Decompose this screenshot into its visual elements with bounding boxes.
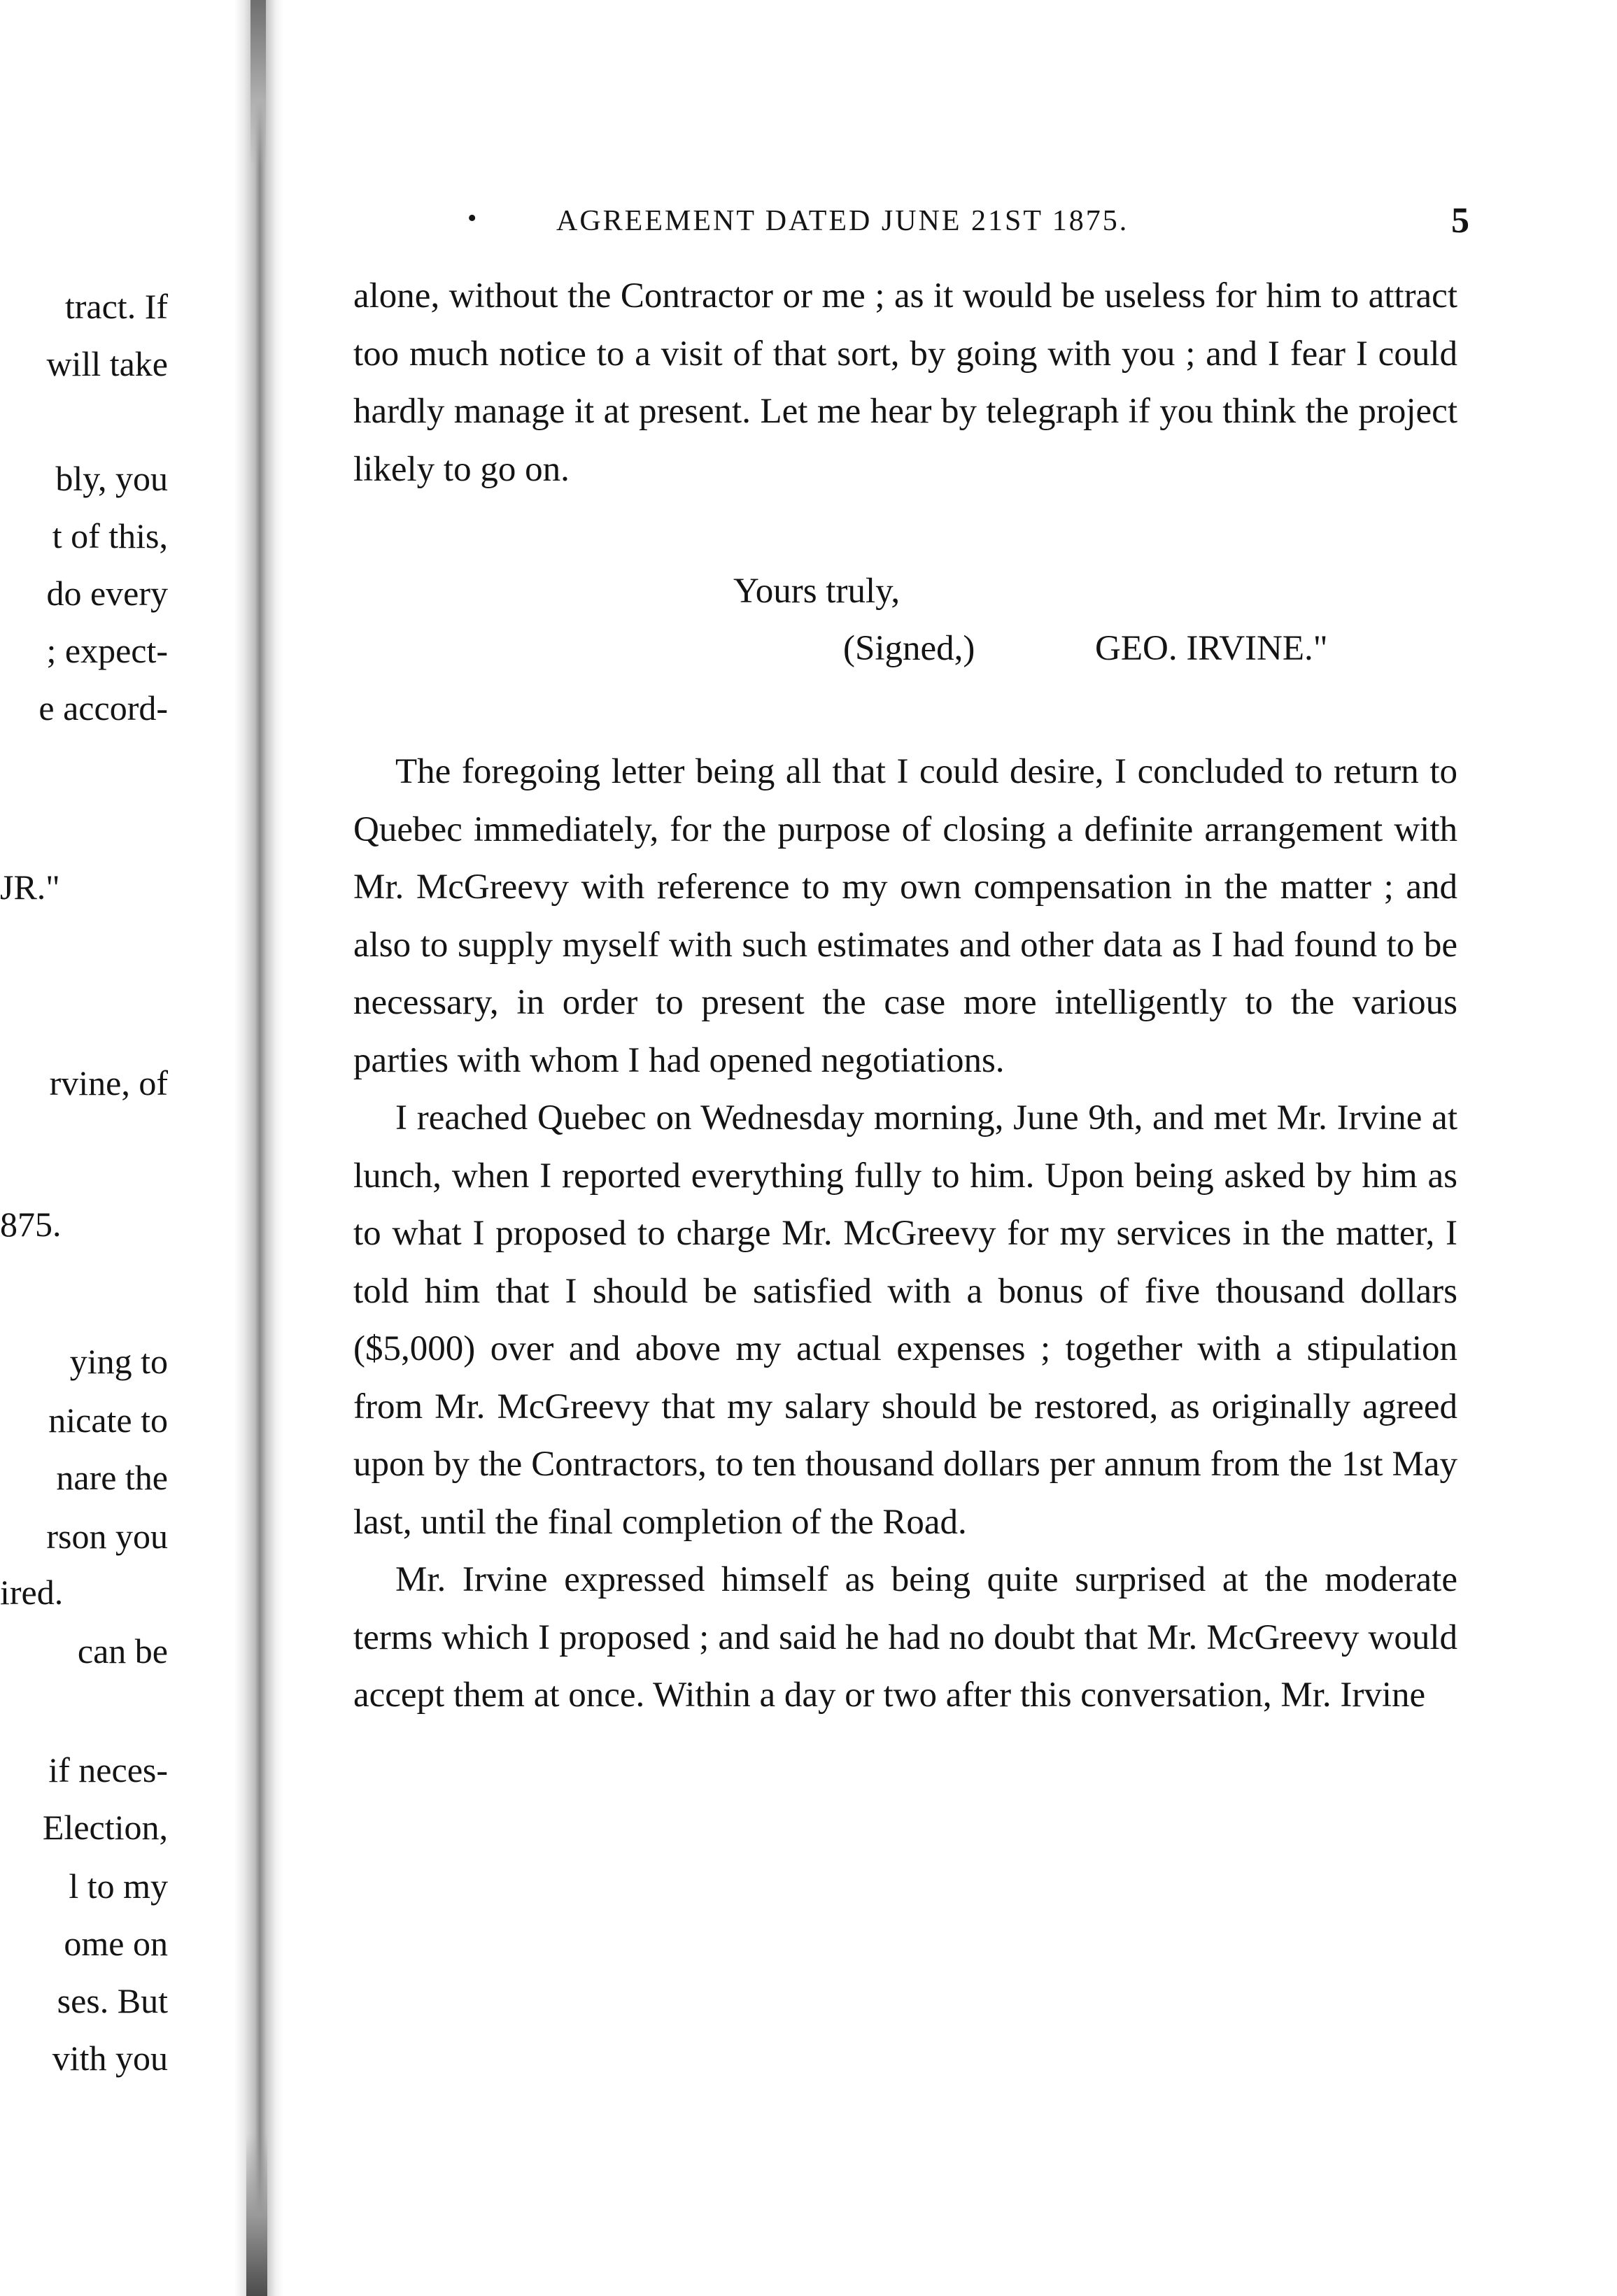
left-fragment-line: if neces- bbox=[48, 1750, 168, 1790]
header-bullet: • bbox=[467, 204, 477, 233]
left-fragment-line: tract. If bbox=[64, 287, 168, 326]
left-fragment-line: ses. But bbox=[57, 1981, 168, 2020]
signed-label: (Signed,) bbox=[843, 629, 975, 668]
left-fragment-line: can be bbox=[77, 1631, 168, 1671]
left-fragment-line: do every bbox=[46, 574, 168, 613]
left-fragment-line: will take bbox=[46, 344, 168, 383]
left-fragment-line: l to my bbox=[69, 1866, 168, 1906]
gutter-edge-bottom bbox=[246, 2134, 267, 2296]
book-gutter-shadow bbox=[234, 0, 283, 2296]
paragraph: I reached Quebec on Wednesday morning, June 9th, and met Mr. Irvine at lunch, when I reported everything fully to him. Upon being asked by him as to what I proposed to charge Mr. McGreevy for my services in the matter, I told him that I should be satisfied with a bonus of five thousand dollars ($5,000) over and above my actual expenses ; together with a stipulation from Mr. McGreevy that my salary should be restored, as originally agreed upon by the Contractors, to ten thousand dollars per annum from the 1st May last, until the final completion of the Road. bbox=[353, 1098, 1457, 1542]
left-fragment-line: ying to bbox=[69, 1342, 168, 1381]
left-fragment-line: nicate to bbox=[48, 1401, 168, 1440]
left-fragment-line: e accord- bbox=[38, 688, 168, 728]
left-fragment-line: rson you bbox=[46, 1517, 168, 1556]
left-fragment-line: t of this, bbox=[52, 516, 168, 555]
left-fragment-line: nare the bbox=[56, 1458, 168, 1497]
letter-body-paragraph: alone, without the Contractor or me ; as it would be useless for him to attract too much notice to a visit of that sort, by going with you ; and I fear I could hardly manage it at present. Let me hear by telegraph if you think the project likely to go on. bbox=[353, 276, 1457, 489]
letter-signer: GEO. IRVINE." bbox=[1095, 629, 1328, 668]
gutter-edge-top bbox=[250, 0, 266, 168]
left-fragment-line: rvine, of bbox=[49, 1063, 168, 1103]
left-fragment-line: bly, you bbox=[55, 459, 168, 498]
left-fragment-line: 875. bbox=[0, 1205, 62, 1244]
paragraph: Mr. Irvine expressed himself as being quite surprised at the moderate terms which I proposed ; and said he had no doubt that Mr. McGreevy would accept them at once. Within a day or two after this conversation, Mr. Irvine bbox=[353, 1560, 1457, 1715]
letter-closing: Yours truly, bbox=[733, 572, 901, 611]
left-fragment-line: ome on bbox=[64, 1924, 168, 1963]
letter-body bbox=[353, 267, 1457, 498]
left-fragment-line: Election, bbox=[42, 1808, 168, 1847]
previous-page-fragment bbox=[0, 0, 175, 2296]
left-fragment-line: JR." bbox=[0, 867, 60, 907]
paragraph: The foregoing letter being all that I could desire, I concluded to return to Quebec immediately, for the purpose of closing a definite arrangement with Mr. McGreevy with reference to my own compensation in the matter ; and also to supply myself with such estimates and other data as I had found to be necessary, in order to present the case more intelligently to the various parties with whom I had opened negotiations. bbox=[353, 752, 1457, 1080]
left-fragment-line: ; expect- bbox=[46, 631, 168, 670]
narrative-text bbox=[353, 743, 1457, 1724]
running-title: AGREEMENT DATED JUNE 21ST 1875. bbox=[556, 205, 1129, 237]
left-fragment-line: ired. bbox=[0, 1573, 64, 1612]
page-number: 5 bbox=[1451, 201, 1469, 241]
running-header bbox=[353, 200, 1469, 249]
left-fragment-line: vith you bbox=[52, 2039, 168, 2078]
